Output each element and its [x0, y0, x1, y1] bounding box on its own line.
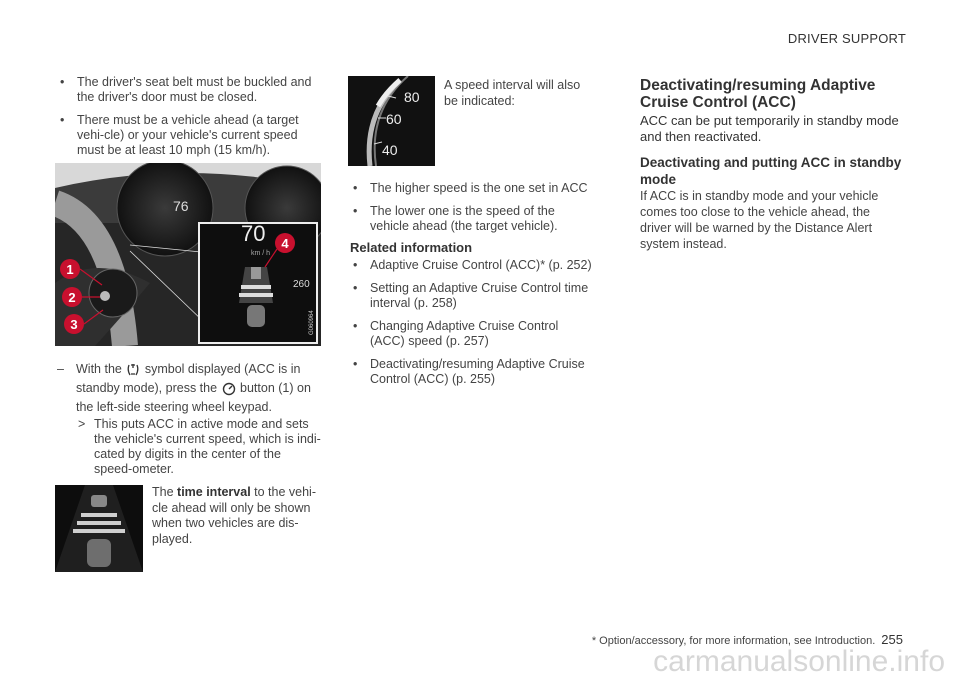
acc-standby-icon	[125, 362, 141, 378]
svg-text:2: 2	[68, 290, 76, 305]
result-marker: >	[78, 417, 86, 431]
watermark	[0, 637, 960, 677]
footer-note: * Option/accessory, for more information, see Introduction.	[591, 635, 876, 647]
speed-interval-figure	[348, 76, 435, 166]
svg-text:4: 4	[281, 236, 289, 251]
time-interval-illustration	[55, 485, 143, 572]
step-text-1: With the	[76, 362, 122, 376]
speed-interval-illustration	[348, 76, 435, 166]
left-column	[57, 75, 322, 166]
cluster-illustration	[55, 163, 321, 346]
zoom-speed: 70	[241, 221, 266, 246]
cluster-figure	[55, 163, 321, 346]
range-max: 260	[293, 279, 310, 290]
watermark-text: carmanualsonline.info	[653, 645, 945, 677]
speed-unit: km / h	[251, 250, 271, 257]
speed-interval-text: A speed interval will also be indicated:	[444, 78, 581, 108]
time-interval-figure	[55, 485, 143, 572]
list-item: • The driver's seat belt must be buckled and the driver's door must be closed.	[57, 75, 322, 105]
related-link[interactable]: • Setting an Adaptive Cruise Control time interval (p. 258)	[350, 281, 596, 311]
speed-digits: 76	[173, 198, 189, 214]
list-item: • The higher speed is the one set in ACC	[350, 181, 596, 196]
section-header: DRIVER SUPPORT	[787, 31, 906, 46]
tick-label: 80	[404, 89, 420, 105]
time-interval-term: time interval	[177, 485, 251, 499]
list-item: • There must be a vehicle ahead (a target vehi-cle) or your vehicle's current speed must be at least 10 mph (15 km/h).	[57, 113, 322, 158]
svg-text:1: 1	[66, 262, 74, 277]
section-title: Deactivating/resuming Adaptive Cruise Control (ACC)	[640, 77, 876, 111]
section-intro: ACC can be put temporarily in standby mode and then reactivated.	[640, 113, 899, 144]
step-dash: –	[57, 362, 64, 376]
step-text-3: button (1) on the left-side steering wheel keypad.	[76, 381, 311, 414]
instruction-step	[57, 360, 322, 417]
related-link[interactable]: • Deactivating/resuming Adaptive Cruise Control (ACC) (p. 255)	[350, 357, 596, 387]
related-link[interactable]: • Changing Adaptive Cruise Control (ACC) speed (p. 257)	[350, 319, 596, 349]
page-number: 255	[881, 632, 903, 647]
acc-button-icon	[221, 381, 237, 397]
related-links	[350, 258, 596, 395]
related-link[interactable]: • Adaptive Cruise Control (ACC)* (p. 252)	[350, 258, 596, 273]
related-info-title: Related information	[350, 240, 473, 255]
svg-text:3: 3	[70, 317, 78, 332]
time-interval-text: The time interval to the vehi-cle ahead will only be shown when two vehicles are dis-played.	[152, 485, 316, 546]
figure-code: G060964	[309, 310, 315, 335]
step-text-2: symbol displayed (ACC is in standby mode), press the	[76, 362, 301, 395]
middle-bullets	[350, 181, 596, 242]
result-text: This puts ACC in active mode and sets the vehicle's current speed, which is indi-cated by digits in the center of the speed-ometer.	[94, 417, 321, 476]
tick-label: 60	[386, 111, 402, 127]
subsection-body: If ACC is in standby mode and your vehicle comes too close to the vehicle ahead, the driver will be warned by the Distance Alert system instead.	[640, 189, 879, 251]
list-item: • The lower one is the speed of the vehicle ahead (the target vehicle).	[350, 204, 596, 234]
tick-label: 40	[382, 142, 398, 158]
subsection-title: Deactivating and putting ACC in standby mode	[640, 155, 902, 187]
step-result	[76, 417, 322, 477]
